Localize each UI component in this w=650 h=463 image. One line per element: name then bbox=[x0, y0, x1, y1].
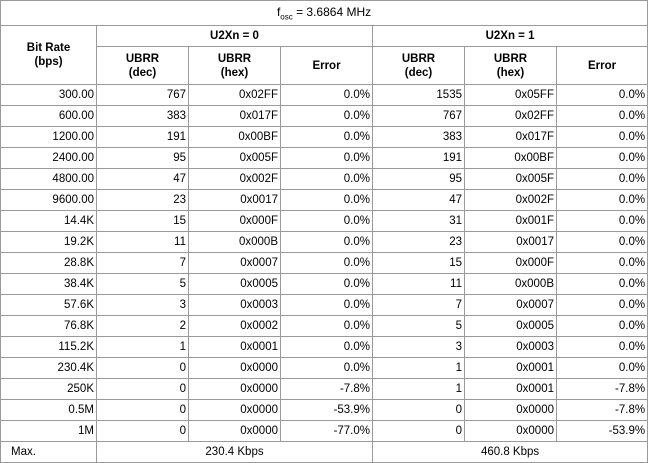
bit-rate-header bbox=[1, 26, 97, 85]
ubrr-hex-header-u2x1 bbox=[465, 47, 557, 85]
ubrr-dec-u2x0-cell: 0 bbox=[97, 421, 189, 442]
table-row bbox=[1, 400, 648, 421]
ubrr-hex-u2x0-cell: 0x0000 bbox=[189, 421, 281, 442]
ubrr-label: UBRR bbox=[493, 52, 528, 65]
error-u2x1-cell: 0.0% bbox=[557, 337, 648, 358]
error-u2x1-cell: 0.0% bbox=[557, 190, 648, 211]
title-row bbox=[1, 1, 648, 26]
ubrr-dec-u2x1-cell: 95 bbox=[373, 169, 465, 190]
ubrr-hex-u2x1-cell: 0x00BF bbox=[465, 148, 557, 169]
table-row bbox=[1, 421, 648, 442]
ubrr-dec-u2x1-cell: 383 bbox=[373, 127, 465, 148]
bit-rate-cell: 19.2K bbox=[1, 232, 97, 253]
error-u2x1-cell: -53.9% bbox=[557, 421, 648, 442]
ubrr-dec-u2x0-cell: 47 bbox=[97, 169, 189, 190]
table-row bbox=[1, 337, 648, 358]
ubrr-dec-u2x0-cell: 1 bbox=[97, 337, 189, 358]
bit-rate-cell: 300.00 bbox=[1, 85, 97, 106]
ubrr-hex-u2x0-cell: 0x0007 bbox=[189, 253, 281, 274]
error-u2x1-cell: 0.0% bbox=[557, 274, 648, 295]
ubrr-hex-u2x1-cell: 0x001F bbox=[465, 211, 557, 232]
ubrr-hex-header-u2x0 bbox=[189, 47, 281, 85]
table-row bbox=[1, 106, 648, 127]
bit-rate-cell: 1200.00 bbox=[1, 127, 97, 148]
ubrr-dec-u2x0-cell: 7 bbox=[97, 253, 189, 274]
bit-rate-cell: 2400.00 bbox=[1, 148, 97, 169]
table-row bbox=[1, 253, 648, 274]
title-suffix: = 3.6864 MHz bbox=[292, 4, 372, 19]
ubrr-hex-u2x1-cell: 0x0003 bbox=[465, 337, 557, 358]
error-u2x0-cell: 0.0% bbox=[281, 337, 373, 358]
ubrr-hex-u2x0-cell: 0x017F bbox=[189, 106, 281, 127]
title-prefix: f bbox=[276, 4, 281, 19]
ubrr-dec-u2x1-cell: 23 bbox=[373, 232, 465, 253]
ubrr-hex-u2x0-cell: 0x0000 bbox=[189, 400, 281, 421]
dec-label: (dec) bbox=[404, 66, 433, 79]
error-u2x1-cell: 0.0% bbox=[557, 85, 648, 106]
error-u2x0-cell: 0.0% bbox=[281, 148, 373, 169]
ubrr-dec-u2x1-cell: 3 bbox=[373, 337, 465, 358]
ubrr-dec-u2x0-cell: 383 bbox=[97, 106, 189, 127]
ubrr-dec-u2x1-cell: 1535 bbox=[373, 85, 465, 106]
error-u2x1-cell: -7.8% bbox=[557, 400, 648, 421]
bit-rate-cell: 38.4K bbox=[1, 274, 97, 295]
ubrr-hex-u2x1-cell: 0x0000 bbox=[465, 421, 557, 442]
table-row bbox=[1, 169, 648, 190]
ubrr-dec-u2x0-cell: 191 bbox=[97, 127, 189, 148]
ubrr-dec-u2x0-cell: 15 bbox=[97, 211, 189, 232]
table-row bbox=[1, 295, 648, 316]
bit-rate-cell: 14.4K bbox=[1, 211, 97, 232]
ubrr-dec-u2x0-cell: 11 bbox=[97, 232, 189, 253]
ubrr-dec-u2x1-cell: 15 bbox=[373, 253, 465, 274]
table-row bbox=[1, 316, 648, 337]
error-u2x0-cell: -53.9% bbox=[281, 400, 373, 421]
error-u2x1-cell: 0.0% bbox=[557, 169, 648, 190]
ubrr-dec-u2x0-cell: 0 bbox=[97, 358, 189, 379]
ubrr-hex-u2x1-cell: 0x0017 bbox=[465, 232, 557, 253]
ubrr-hex-u2x1-cell: 0x0000 bbox=[465, 400, 557, 421]
error-u2x0-cell: -77.0% bbox=[281, 421, 373, 442]
table-row bbox=[1, 85, 648, 106]
bit-rate-cell: 57.6K bbox=[1, 295, 97, 316]
bit-rate-cell: 250K bbox=[1, 379, 97, 400]
max-row bbox=[1, 442, 648, 463]
error-u2x0-cell: 0.0% bbox=[281, 85, 373, 106]
ubrr-dec-u2x1-cell: 1 bbox=[373, 358, 465, 379]
ubrr-dec-u2x1-cell: 191 bbox=[373, 148, 465, 169]
ubrr-dec-u2x1-cell: 767 bbox=[373, 106, 465, 127]
table-body bbox=[1, 85, 648, 442]
error-u2x0-cell: -7.8% bbox=[281, 379, 373, 400]
error-u2x1-cell: 0.0% bbox=[557, 358, 648, 379]
error-header-u2x0: Error bbox=[281, 47, 373, 85]
ubrr-dec-u2x1-cell: 47 bbox=[373, 190, 465, 211]
ubrr-hex-u2x1-cell: 0x000F bbox=[465, 253, 557, 274]
title-subscript: osc bbox=[280, 12, 293, 22]
ubrr-dec-u2x1-cell: 0 bbox=[373, 421, 465, 442]
error-u2x0-cell: 0.0% bbox=[281, 211, 373, 232]
error-u2x1-cell: 0.0% bbox=[557, 106, 648, 127]
column-header-row bbox=[1, 47, 648, 85]
table-row bbox=[1, 274, 648, 295]
bit-rate-label: Bit Rate bbox=[26, 42, 71, 54]
hex-label: (hex) bbox=[496, 66, 525, 79]
ubrr-label: UBRR bbox=[401, 52, 436, 65]
ubrr-hex-u2x1-cell: 0x0007 bbox=[465, 295, 557, 316]
ubrr-hex-u2x0-cell: 0x002F bbox=[189, 169, 281, 190]
hex-label: (hex) bbox=[220, 66, 249, 79]
dec-label: (dec) bbox=[128, 66, 157, 79]
ubrr-dec-u2x1-cell: 11 bbox=[373, 274, 465, 295]
max-value-u2x1: 460.8 Kbps bbox=[373, 442, 648, 463]
bit-rate-cell: 76.8K bbox=[1, 316, 97, 337]
group-header-u2x1: U2Xn = 1 bbox=[373, 26, 648, 47]
max-value-u2x0: 230.4 Kbps bbox=[97, 442, 373, 463]
error-u2x0-cell: 0.0% bbox=[281, 190, 373, 211]
error-u2x0-cell: 0.0% bbox=[281, 106, 373, 127]
ubrr-hex-u2x0-cell: 0x0017 bbox=[189, 190, 281, 211]
ubrr-hex-u2x1-cell: 0x005F bbox=[465, 169, 557, 190]
bit-rate-cell: 28.8K bbox=[1, 253, 97, 274]
table-row bbox=[1, 379, 648, 400]
bit-rate-cell: 230.4K bbox=[1, 358, 97, 379]
bit-rate-cell: 0.5M bbox=[1, 400, 97, 421]
error-u2x0-cell: 0.0% bbox=[281, 274, 373, 295]
ubrr-hex-u2x1-cell: 0x017F bbox=[465, 127, 557, 148]
ubrr-hex-u2x0-cell: 0x005F bbox=[189, 148, 281, 169]
error-u2x0-cell: 0.0% bbox=[281, 253, 373, 274]
ubrr-dec-u2x1-cell: 5 bbox=[373, 316, 465, 337]
error-u2x0-cell: 0.0% bbox=[281, 358, 373, 379]
bit-rate-unit: (bps) bbox=[34, 56, 63, 68]
table-row bbox=[1, 190, 648, 211]
ubrr-dec-u2x0-cell: 2 bbox=[97, 316, 189, 337]
group-header-row bbox=[1, 26, 648, 47]
ubrr-dec-u2x1-cell: 0 bbox=[373, 400, 465, 421]
ubrr-hex-u2x0-cell: 0x000B bbox=[189, 232, 281, 253]
ubrr-dec-u2x0-cell: 5 bbox=[97, 274, 189, 295]
error-u2x1-cell: 0.0% bbox=[557, 316, 648, 337]
table-title bbox=[1, 1, 648, 26]
ubrr-hex-u2x1-cell: 0x0001 bbox=[465, 379, 557, 400]
ubrr-hex-u2x1-cell: 0x05FF bbox=[465, 85, 557, 106]
ubrr-dec-u2x1-cell: 7 bbox=[373, 295, 465, 316]
ubrr-dec-u2x0-cell: 0 bbox=[97, 400, 189, 421]
error-u2x1-cell: 0.0% bbox=[557, 148, 648, 169]
error-u2x0-cell: 0.0% bbox=[281, 169, 373, 190]
table-row bbox=[1, 358, 648, 379]
ubrr-dec-u2x0-cell: 23 bbox=[97, 190, 189, 211]
ubrr-hex-u2x0-cell: 0x00BF bbox=[189, 127, 281, 148]
error-u2x0-cell: 0.0% bbox=[281, 316, 373, 337]
group-header-u2x0: U2Xn = 0 bbox=[97, 26, 373, 47]
ubrr-hex-u2x0-cell: 0x02FF bbox=[189, 85, 281, 106]
bit-rate-cell: 9600.00 bbox=[1, 190, 97, 211]
error-u2x1-cell: -7.8% bbox=[557, 379, 648, 400]
error-u2x1-cell: 0.0% bbox=[557, 211, 648, 232]
ubrr-hex-u2x1-cell: 0x0001 bbox=[465, 358, 557, 379]
ubrr-hex-u2x0-cell: 0x0001 bbox=[189, 337, 281, 358]
table-row bbox=[1, 148, 648, 169]
table-row bbox=[1, 232, 648, 253]
ubrr-hex-u2x0-cell: 0x0002 bbox=[189, 316, 281, 337]
ubrr-dec-u2x1-cell: 31 bbox=[373, 211, 465, 232]
ubrr-dec-u2x0-cell: 95 bbox=[97, 148, 189, 169]
ubrr-hex-u2x0-cell: 0x0000 bbox=[189, 379, 281, 400]
bit-rate-cell: 4800.00 bbox=[1, 169, 97, 190]
ubrr-dec-u2x0-cell: 3 bbox=[97, 295, 189, 316]
ubrr-hex-u2x1-cell: 0x002F bbox=[465, 190, 557, 211]
ubrr-hex-u2x0-cell: 0x0003 bbox=[189, 295, 281, 316]
bit-rate-cell: 115.2K bbox=[1, 337, 97, 358]
error-u2x0-cell: 0.0% bbox=[281, 127, 373, 148]
error-u2x1-cell: 0.0% bbox=[557, 295, 648, 316]
error-u2x1-cell: 0.0% bbox=[557, 127, 648, 148]
error-header-u2x1: Error bbox=[557, 47, 648, 85]
ubrr-hex-u2x0-cell: 0x0005 bbox=[189, 274, 281, 295]
error-u2x0-cell: 0.0% bbox=[281, 232, 373, 253]
ubrr-dec-header-u2x0 bbox=[97, 47, 189, 85]
ubrr-hex-u2x1-cell: 0x0005 bbox=[465, 316, 557, 337]
ubrr-hex-u2x1-cell: 0x000B bbox=[465, 274, 557, 295]
bit-rate-cell: 600.00 bbox=[1, 106, 97, 127]
ubrr-hex-u2x0-cell: 0x000F bbox=[189, 211, 281, 232]
error-u2x1-cell: 0.0% bbox=[557, 232, 648, 253]
ubrr-dec-u2x1-cell: 1 bbox=[373, 379, 465, 400]
table-row bbox=[1, 211, 648, 232]
ubrr-label: UBRR bbox=[217, 52, 252, 65]
ubrr-dec-u2x0-cell: 0 bbox=[97, 379, 189, 400]
ubrr-hex-u2x1-cell: 0x02FF bbox=[465, 106, 557, 127]
ubrr-dec-u2x0-cell: 767 bbox=[97, 85, 189, 106]
ubrr-label: UBRR bbox=[125, 52, 160, 65]
error-u2x1-cell: 0.0% bbox=[557, 253, 648, 274]
bit-rate-cell: 1M bbox=[1, 421, 97, 442]
ubrr-hex-u2x0-cell: 0x0000 bbox=[189, 358, 281, 379]
table-row bbox=[1, 127, 648, 148]
max-label: Max. bbox=[1, 442, 97, 463]
ubrr-dec-header-u2x1 bbox=[373, 47, 465, 85]
error-u2x0-cell: 0.0% bbox=[281, 295, 373, 316]
